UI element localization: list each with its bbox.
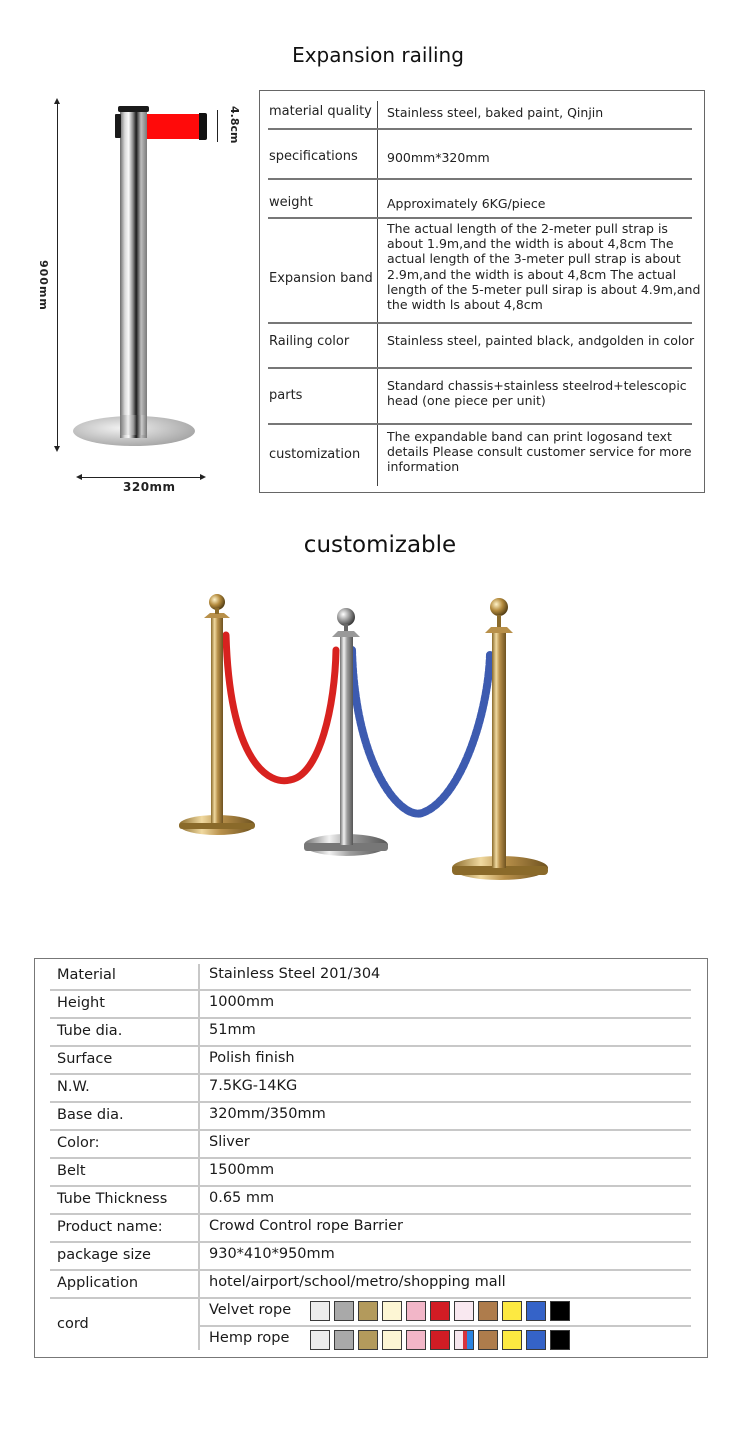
color-swatch-pink[interactable] [406,1301,426,1321]
row-divider [50,1297,691,1299]
row-divider [50,1101,691,1103]
stanchion-product-photo [160,585,580,895]
spec-value: The actual length of the 2-meter pull strap is about 1.9m,and the width is about 4,8cm The actual length of the 3-meter pull strap is about 2.9m,and the width is about 4,8cm The actual length of the 5-meter pull sirap is about 4.9m,and the width ls about 4,8cm [387,221,701,313]
stanchion-illustration [160,585,580,895]
spec-label: weight [269,195,313,210]
spec-label: parts [269,388,303,403]
spec-value: Sliver [209,1134,250,1150]
spec-label: package size [57,1247,151,1263]
spec-label: Base dia. [57,1107,124,1123]
color-swatch-light-gray[interactable] [310,1301,330,1321]
arrow-right-icon [200,474,206,480]
color-swatch-yellow[interactable] [502,1301,522,1321]
color-swatch-yellow[interactable] [502,1330,522,1350]
spec-label: customization [269,447,361,462]
color-swatch-black[interactable] [550,1330,570,1350]
color-swatch-multicolor[interactable] [454,1330,474,1350]
row-divider [268,423,692,425]
row-divider [50,1045,691,1047]
base-dimension-line [80,477,202,478]
rope-barrier-spec-table [34,958,708,1358]
belt-width-dimension-line [217,110,218,142]
height-dimension-line [57,102,58,448]
spec-value: 1000mm [209,994,275,1010]
spec-value: Crowd Control rope Barrier [209,1218,403,1234]
color-swatch-cream[interactable] [382,1301,402,1321]
spec-label: Color: [57,1135,100,1151]
color-swatch-blue[interactable] [526,1330,546,1350]
arrow-down-icon [54,446,60,452]
product-dimension-diagram [0,90,250,500]
cord-option-label: Hemp rope [209,1330,290,1346]
belt-width-label: 4.8cm [228,106,241,144]
row-divider [268,217,692,219]
row-divider [268,322,692,324]
spec-value: Standard chassis+stainless steelrod+telescopic head (one piece per unit) [387,378,687,409]
color-swatch-gray[interactable] [334,1301,354,1321]
post-tube [120,108,147,438]
row-divider [50,1157,691,1159]
spec-label: Height [57,995,105,1011]
expansion-railing-spec-table [259,90,705,493]
row-divider [50,1129,691,1131]
row-divider [268,367,692,369]
row-divider [50,1269,691,1271]
spec-label: Belt [57,1163,86,1179]
spec-label: Application [57,1275,139,1291]
row-divider [50,1017,691,1019]
spec-value: 930*410*950mm [209,1246,335,1262]
color-swatch-pale-pink[interactable] [454,1301,474,1321]
table-column-divider [377,101,378,486]
color-swatch-black[interactable] [550,1301,570,1321]
spec-label: Expansion band [269,271,373,286]
cord-option-label: Velvet rope [209,1302,292,1318]
cord-label: cord [57,1316,89,1332]
spec-label: Surface [57,1051,113,1067]
spec-value: 0.65 mm [209,1190,275,1206]
row-divider [50,1185,691,1187]
spec-label: Material [57,967,116,983]
row-divider [50,1213,691,1215]
spec-value: 7.5KG-14KG [209,1078,298,1094]
spec-value: 900mm*320mm [387,150,490,165]
color-swatch-cream[interactable] [382,1330,402,1350]
height-dimension-label: 900mm [37,260,50,311]
spec-value: Polish finish [209,1050,295,1066]
row-divider [198,1325,691,1327]
spec-label: N.W. [57,1079,90,1095]
retractable-belt [147,114,199,139]
post-tube-foot [120,415,147,435]
spec-value: 51mm [209,1022,256,1038]
color-swatch-red[interactable] [430,1330,450,1350]
spec-value: hotel/airport/school/metro/shopping mall [209,1274,506,1290]
row-divider [50,1241,691,1243]
spec-value: Stainless steel, baked paint, Qinjin [387,105,604,120]
post-clip [115,114,121,138]
spec-label: specifications [269,149,358,164]
color-swatch-khaki[interactable] [358,1301,378,1321]
row-divider [50,989,691,991]
spec-value: 1500mm [209,1162,275,1178]
belt-end-clip [199,113,207,140]
row-divider [268,128,692,130]
hemp-rope-color-swatches [310,1330,570,1350]
spec-label: Tube Thickness [57,1191,168,1207]
color-swatch-pink[interactable] [406,1330,426,1350]
spec-value: Stainless Steel 201/304 [209,966,381,982]
color-swatch-brown[interactable] [478,1330,498,1350]
base-dimension-label: 320mm [123,480,176,494]
spec-label: material quality [269,104,372,119]
color-swatch-red[interactable] [430,1301,450,1321]
section-title-customizable: customizable [303,532,457,558]
color-swatch-blue[interactable] [526,1301,546,1321]
color-swatch-gray[interactable] [334,1330,354,1350]
row-divider [268,178,692,180]
post-cap [118,106,149,112]
spec-label: Tube dia. [57,1023,123,1039]
spec-value: The expandable band can print logosand text details Please consult customer service for more information [387,429,692,475]
spec-label: Railing color [269,334,350,349]
spec-label: Product name: [57,1219,163,1235]
color-swatch-brown[interactable] [478,1301,498,1321]
spec-value: Stainless steel, painted black, andgolden in color [387,333,695,348]
color-swatch-light-gray[interactable] [310,1330,330,1350]
velvet-rope-color-swatches [310,1301,570,1321]
spec-value: 320mm/350mm [209,1106,326,1122]
row-divider [50,1073,691,1075]
section-title-expansion-railing: Expansion railing [292,43,464,67]
color-swatch-khaki[interactable] [358,1330,378,1350]
spec-value: Approximately 6KG/piece [387,196,546,211]
